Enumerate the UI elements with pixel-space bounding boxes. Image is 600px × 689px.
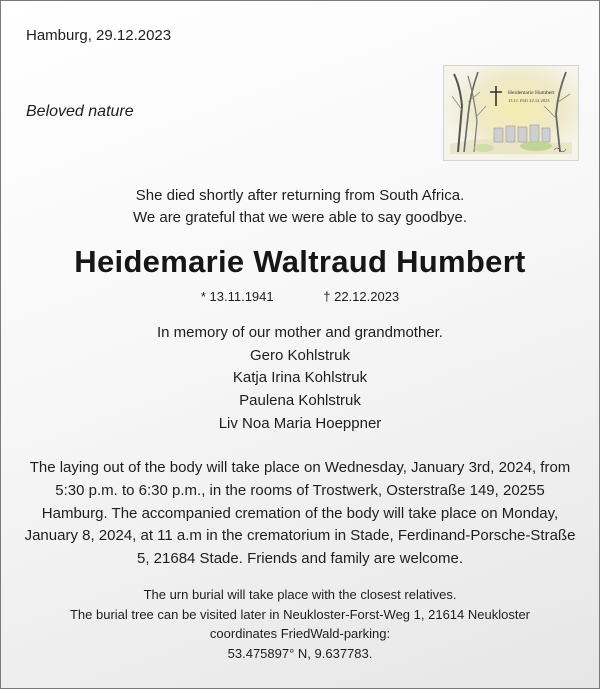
place-date: Hamburg, 29.12.2023	[26, 27, 172, 44]
burial-line: coordinates FriedWald-parking:	[209, 626, 391, 642]
deceased-name: Heidemarie Waltraud Humbert	[74, 244, 526, 279]
memory-block	[1, 322, 599, 436]
memory-intro: In memory of our mother and grandmother.	[157, 324, 443, 341]
death-date: † 22.12.2023	[323, 289, 400, 304]
intro-line: She died shortly after returning from South Africa.	[135, 187, 465, 204]
family-member: Paulena Kohlstruk	[239, 392, 361, 410]
burial-info	[1, 585, 599, 663]
family-list	[1, 345, 599, 436]
funeral-arrangements: The laying out of the body will take place on Wednesday, January 3rd, 2024, from 5:30 p.m. to 6:30 p.m., in the rooms of Trostwerk, Osterstraße 149, 20255 Hamburg. The accompanied cremation of the body will take place on Monday, January 8, 2024, at 11 a.m in the crematorium in Stade, Ferdinand-Porsche-Straße 5, 21684 Stade. Friends and family are welcome.	[24, 459, 576, 568]
family-member: Gero Kohlstruk	[249, 346, 351, 364]
intro-text	[1, 185, 599, 229]
intro-line: We are grateful that we were able to say goodbye.	[132, 209, 468, 226]
forest-drawing-svg	[444, 66, 578, 160]
life-dates	[1, 289, 599, 304]
burial-coordinates: 53.475897° N, 9.637783.	[227, 645, 373, 661]
family-member: Liv Noa Maria Hoeppner	[218, 414, 382, 432]
burial-line: The urn burial will take place with the closest relatives.	[143, 587, 457, 602]
artwork-caption-line: 13.11.1941 22.12.2023	[508, 98, 550, 103]
burial-line: The burial tree can be visited later in Neukloster-Forst-Weg 1, 21614 Neukloster	[69, 606, 531, 622]
motto: Beloved nature	[26, 103, 134, 120]
family-member: Katja Irina Kohlstruk	[232, 369, 368, 387]
memorial-forest-drawing-icon	[443, 65, 579, 161]
birth-date: * 13.11.1941	[200, 289, 274, 304]
artwork-caption-line: Heidemarie Humbert	[508, 90, 555, 96]
